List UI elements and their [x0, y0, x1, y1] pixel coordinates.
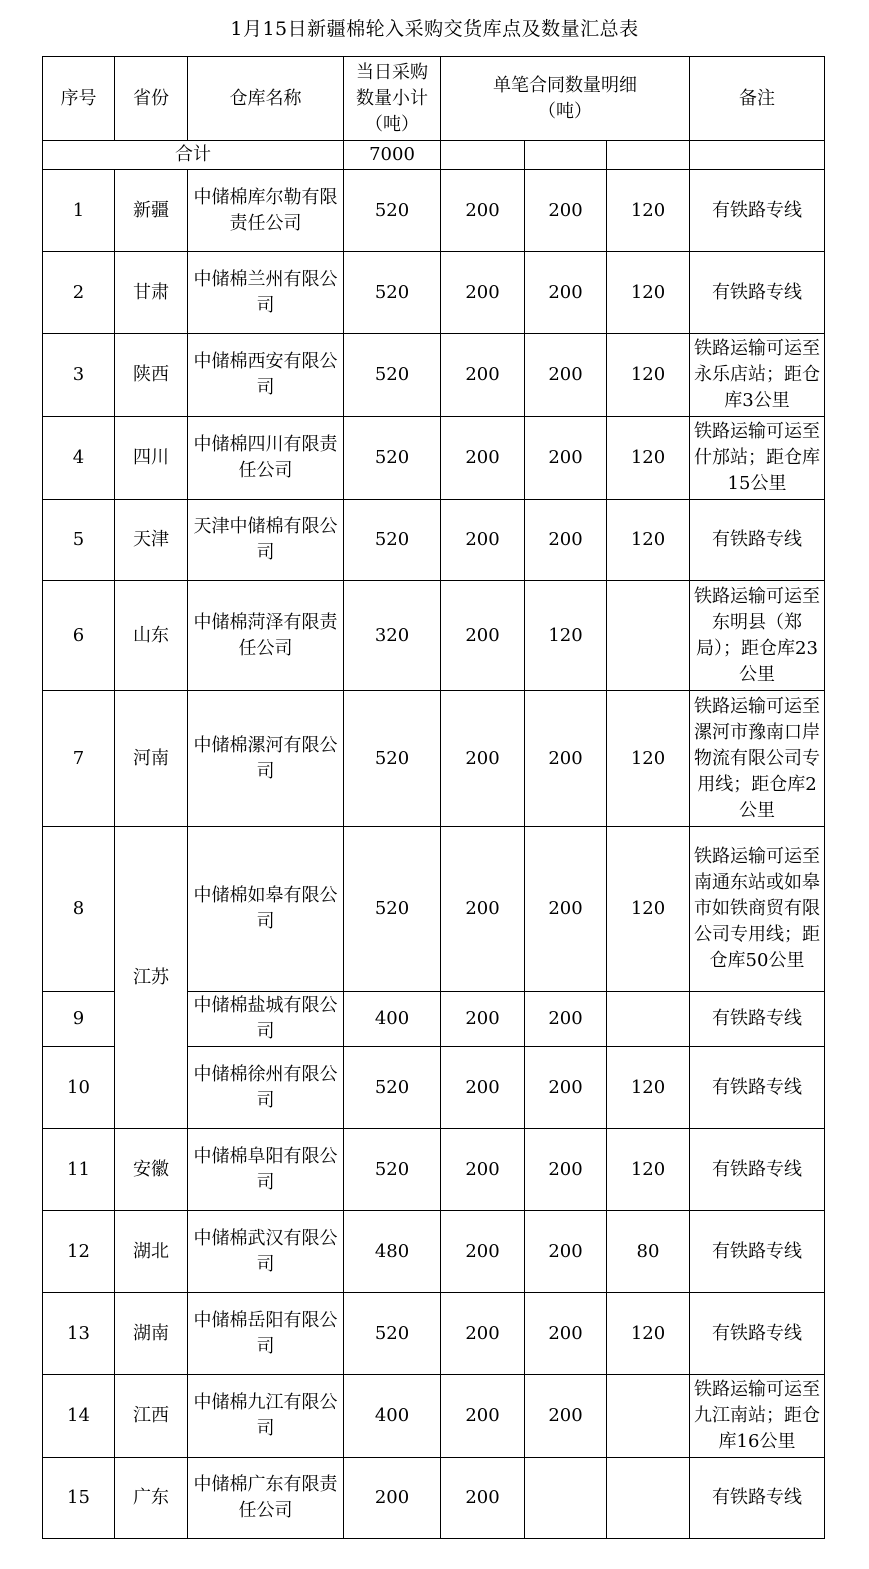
row-warehouse: 中储棉四川有限责任公司	[188, 417, 344, 500]
row-remark: 有铁路专线	[690, 1211, 825, 1293]
row-contract-3: 120	[607, 334, 690, 417]
row-contract-3	[607, 1458, 690, 1539]
total-value: 7000	[344, 141, 441, 170]
row-province: 陕西	[115, 334, 188, 417]
header-detail: 单笔合同数量明细（吨）	[441, 57, 690, 141]
row-province: 新疆	[115, 170, 188, 252]
row-warehouse: 中储棉库尔勒有限责任公司	[188, 170, 344, 252]
row-subtotal: 520	[344, 1293, 441, 1375]
row-remark: 有铁路专线	[690, 500, 825, 581]
total-row	[43, 141, 825, 170]
row-contract-2: 200	[525, 1047, 607, 1129]
row-contract-2: 200	[525, 992, 607, 1047]
row-contract-1: 200	[441, 334, 525, 417]
row-contract-2: 200	[525, 1211, 607, 1293]
row-contract-3: 120	[607, 417, 690, 500]
row-contract-3: 120	[607, 252, 690, 334]
row-index: 6	[43, 581, 115, 691]
row-province: 甘肃	[115, 252, 188, 334]
row-subtotal: 480	[344, 1211, 441, 1293]
row-index: 2	[43, 252, 115, 334]
row-contract-2: 200	[525, 691, 607, 827]
row-contract-3: 120	[607, 500, 690, 581]
total-empty-cell	[607, 141, 690, 170]
row-contract-3: 120	[607, 1047, 690, 1129]
row-index: 11	[43, 1129, 115, 1211]
table-row	[43, 1129, 825, 1211]
row-province: 江苏	[115, 827, 188, 1129]
row-remark: 有铁路专线	[690, 1293, 825, 1375]
table-row	[43, 334, 825, 417]
row-province: 广东	[115, 1458, 188, 1539]
row-contract-1: 200	[441, 252, 525, 334]
row-contract-3: 120	[607, 1293, 690, 1375]
row-contract-1: 200	[441, 1211, 525, 1293]
row-index: 12	[43, 1211, 115, 1293]
row-warehouse: 中储棉盐城有限公司	[188, 992, 344, 1047]
row-province: 安徽	[115, 1129, 188, 1211]
row-remark: 有铁路专线	[690, 992, 825, 1047]
table-row	[43, 1211, 825, 1293]
row-contract-2: 120	[525, 581, 607, 691]
row-subtotal: 520	[344, 334, 441, 417]
row-contract-1: 200	[441, 1047, 525, 1129]
row-index: 1	[43, 170, 115, 252]
total-empty-cell	[441, 141, 525, 170]
row-subtotal: 520	[344, 1129, 441, 1211]
row-remark: 铁路运输可运至九江南站；距仓库16公里	[690, 1375, 825, 1458]
row-province: 河南	[115, 691, 188, 827]
table-row	[43, 252, 825, 334]
row-contract-1: 200	[441, 1375, 525, 1458]
row-subtotal: 520	[344, 252, 441, 334]
row-subtotal: 520	[344, 691, 441, 827]
header-province: 省份	[115, 57, 188, 141]
row-index: 15	[43, 1458, 115, 1539]
row-index: 14	[43, 1375, 115, 1458]
row-contract-2: 200	[525, 417, 607, 500]
row-subtotal: 520	[344, 417, 441, 500]
table-row	[43, 1293, 825, 1375]
row-index: 10	[43, 1047, 115, 1129]
table-row	[43, 827, 825, 992]
row-warehouse: 中储棉兰州有限公司	[188, 252, 344, 334]
row-province: 湖南	[115, 1293, 188, 1375]
row-contract-2: 200	[525, 1293, 607, 1375]
row-contract-3: 120	[607, 170, 690, 252]
row-index: 13	[43, 1293, 115, 1375]
row-contract-1: 200	[441, 1129, 525, 1211]
row-warehouse: 中储棉阜阳有限公司	[188, 1129, 344, 1211]
row-contract-2: 200	[525, 1129, 607, 1211]
row-contract-3: 120	[607, 691, 690, 827]
row-warehouse: 中储棉西安有限公司	[188, 334, 344, 417]
row-contract-2: 200	[525, 170, 607, 252]
row-warehouse: 中储棉菏泽有限责任公司	[188, 581, 344, 691]
row-subtotal: 320	[344, 581, 441, 691]
table-row	[43, 1458, 825, 1539]
header-subtotal: 当日采购数量小计（吨）	[344, 57, 441, 141]
row-remark: 有铁路专线	[690, 170, 825, 252]
table-row	[43, 500, 825, 581]
row-contract-2: 200	[525, 1375, 607, 1458]
header-row	[43, 57, 825, 141]
page-title: 1月15日新疆棉轮入采购交货库点及数量汇总表	[230, 18, 639, 40]
row-province: 四川	[115, 417, 188, 500]
row-contract-1: 200	[441, 1293, 525, 1375]
row-province: 湖北	[115, 1211, 188, 1293]
row-warehouse: 天津中储棉有限公司	[188, 500, 344, 581]
row-contract-2: 200	[525, 334, 607, 417]
row-subtotal: 400	[344, 992, 441, 1047]
row-contract-1: 200	[441, 1458, 525, 1539]
row-province: 江西	[115, 1375, 188, 1458]
row-index: 8	[43, 827, 115, 992]
row-contract-1: 200	[441, 170, 525, 252]
table-row	[43, 417, 825, 500]
row-contract-2: 200	[525, 827, 607, 992]
row-remark: 铁路运输可运至东明县（郑局）；距仓库23公里	[690, 581, 825, 691]
table-row	[43, 1375, 825, 1458]
row-index: 3	[43, 334, 115, 417]
row-index: 7	[43, 691, 115, 827]
row-warehouse: 中储棉岳阳有限公司	[188, 1293, 344, 1375]
row-warehouse: 中储棉如皋有限公司	[188, 827, 344, 992]
row-contract-1: 200	[441, 827, 525, 992]
total-empty-cell	[690, 141, 825, 170]
row-contract-2: 200	[525, 252, 607, 334]
row-remark: 有铁路专线	[690, 252, 825, 334]
row-contract-3: 80	[607, 1211, 690, 1293]
header-warehouse: 仓库名称	[188, 57, 344, 141]
row-remark: 有铁路专线	[690, 1458, 825, 1539]
table-row	[43, 170, 825, 252]
row-warehouse: 中储棉九江有限公司	[188, 1375, 344, 1458]
row-contract-1: 200	[441, 500, 525, 581]
summary-table	[42, 56, 825, 1539]
row-remark: 有铁路专线	[690, 1047, 825, 1129]
row-contract-1: 200	[441, 581, 525, 691]
row-contract-1: 200	[441, 417, 525, 500]
row-warehouse: 中储棉漯河有限公司	[188, 691, 344, 827]
row-remark: 铁路运输可运至南通东站或如皋市如铁商贸有限公司专用线；距仓库50公里	[690, 827, 825, 992]
row-contract-3: 120	[607, 827, 690, 992]
row-contract-1: 200	[441, 691, 525, 827]
row-subtotal: 520	[344, 827, 441, 992]
row-province: 山东	[115, 581, 188, 691]
row-remark: 有铁路专线	[690, 1129, 825, 1211]
row-subtotal: 400	[344, 1375, 441, 1458]
total-label: 合计	[43, 141, 344, 170]
row-subtotal: 520	[344, 170, 441, 252]
header-index: 序号	[43, 57, 115, 141]
row-contract-3	[607, 992, 690, 1047]
table-row	[43, 691, 825, 827]
row-contract-3	[607, 581, 690, 691]
row-warehouse: 中储棉广东有限责任公司	[188, 1458, 344, 1539]
row-contract-2: 200	[525, 500, 607, 581]
total-empty-cell	[525, 141, 607, 170]
row-subtotal: 520	[344, 500, 441, 581]
row-remark: 铁路运输可运至永乐店站；距仓库3公里	[690, 334, 825, 417]
row-remark: 铁路运输可运至漯河市豫南口岸物流有限公司专用线；距仓库2公里	[690, 691, 825, 827]
row-index: 4	[43, 417, 115, 500]
row-warehouse: 中储棉徐州有限公司	[188, 1047, 344, 1129]
row-subtotal: 520	[344, 1047, 441, 1129]
row-index: 5	[43, 500, 115, 581]
row-index: 9	[43, 992, 115, 1047]
row-warehouse: 中储棉武汉有限公司	[188, 1211, 344, 1293]
row-remark: 铁路运输可运至什邡站；距仓库15公里	[690, 417, 825, 500]
row-contract-3: 120	[607, 1129, 690, 1211]
header-remark: 备注	[690, 57, 825, 141]
row-contract-3	[607, 1375, 690, 1458]
row-contract-2	[525, 1458, 607, 1539]
row-province: 天津	[115, 500, 188, 581]
row-contract-1: 200	[441, 992, 525, 1047]
table-row	[43, 581, 825, 691]
row-subtotal: 200	[344, 1458, 441, 1539]
